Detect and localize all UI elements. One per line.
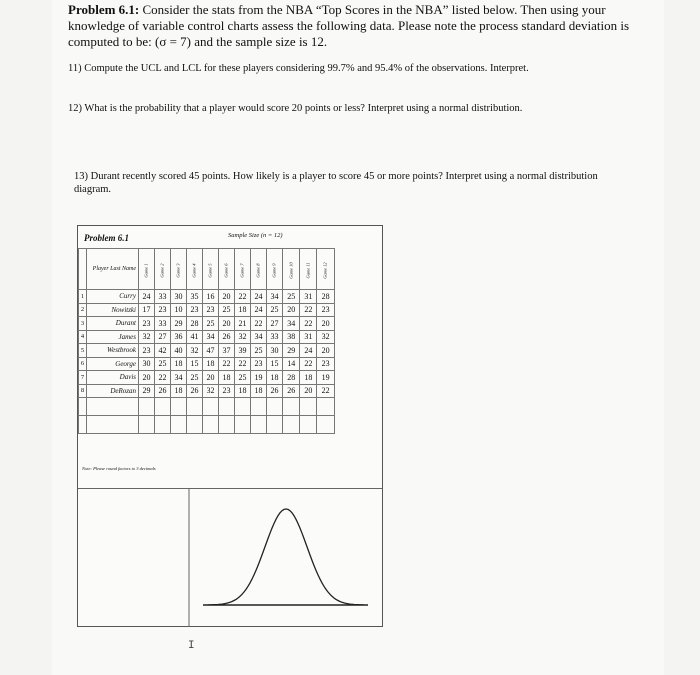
score-cell: 22 xyxy=(300,303,317,317)
score-cell: 22 xyxy=(317,384,334,398)
score-cell: 23 xyxy=(139,344,155,358)
score-cell: 33 xyxy=(267,330,283,344)
score-cell: 20 xyxy=(139,371,155,385)
score-cell: 32 xyxy=(203,384,219,398)
score-cell: 23 xyxy=(203,303,219,317)
score-cell: 42 xyxy=(155,344,171,358)
player-name-header: Player Last Name xyxy=(87,249,139,290)
score-cell: 28 xyxy=(283,371,300,385)
problem-intro xyxy=(68,2,650,50)
game-header: Game 10 xyxy=(283,249,300,290)
score-cell: 25 xyxy=(251,344,267,358)
row-index: 6 xyxy=(79,357,87,371)
bell-curve xyxy=(208,509,364,605)
score-cell: 10 xyxy=(171,303,187,317)
blank-cell xyxy=(251,398,267,416)
normal-distribution-diagram xyxy=(78,488,382,627)
score-cell: 25 xyxy=(203,317,219,331)
blank-cell xyxy=(219,398,235,416)
score-cell: 30 xyxy=(267,344,283,358)
score-cell: 22 xyxy=(300,357,317,371)
score-cell: 41 xyxy=(187,330,203,344)
table-row xyxy=(79,330,335,344)
score-cell: 18 xyxy=(267,371,283,385)
question-12: 12) What is the probability that a player would score 20 points or less? Interpret using a normal distribution. xyxy=(68,103,523,114)
blank-cell xyxy=(87,398,139,416)
score-cell: 20 xyxy=(317,317,334,331)
blank-cell xyxy=(300,398,317,416)
worksheet-page xyxy=(52,0,664,675)
blank-cell xyxy=(267,416,283,434)
score-cell: 34 xyxy=(267,290,283,304)
normal-curve-svg xyxy=(78,489,382,627)
score-cell: 15 xyxy=(187,357,203,371)
question-13: 13) Durant recently scored 45 points. How likely is a player to score 45 or more points? Interpret using a normal distribution diagram. xyxy=(74,171,598,195)
game-header: Game 7 xyxy=(235,249,251,290)
scores-table xyxy=(78,248,335,434)
player-name: James xyxy=(87,330,139,344)
blank-cell xyxy=(171,398,187,416)
score-cell: 33 xyxy=(155,317,171,331)
problem-label: Problem 6.1: xyxy=(68,2,140,17)
game-header: Game 11 xyxy=(300,249,317,290)
score-cell: 20 xyxy=(300,384,317,398)
player-name: Davis xyxy=(87,371,139,385)
score-cell: 25 xyxy=(187,371,203,385)
game-header: Game 6 xyxy=(219,249,235,290)
score-cell: 17 xyxy=(139,303,155,317)
blank-row xyxy=(79,416,335,434)
score-cell: 23 xyxy=(317,303,334,317)
score-cell: 40 xyxy=(171,344,187,358)
blank-cell xyxy=(171,416,187,434)
player-name: George xyxy=(87,357,139,371)
score-cell: 34 xyxy=(283,317,300,331)
score-cell: 27 xyxy=(155,330,171,344)
blank-cell xyxy=(283,416,300,434)
score-cell: 37 xyxy=(219,344,235,358)
score-cell: 27 xyxy=(267,317,283,331)
blank-cell xyxy=(155,398,171,416)
blank-cell xyxy=(203,398,219,416)
score-cell: 23 xyxy=(155,303,171,317)
score-cell: 26 xyxy=(283,384,300,398)
table-row xyxy=(79,371,335,385)
score-cell: 23 xyxy=(139,317,155,331)
score-cell: 39 xyxy=(235,344,251,358)
row-index: 5 xyxy=(79,344,87,358)
sheet-title: Problem 6.1 xyxy=(84,233,129,243)
score-cell: 22 xyxy=(235,357,251,371)
score-cell: 15 xyxy=(267,357,283,371)
score-cell: 20 xyxy=(203,371,219,385)
score-cell: 25 xyxy=(267,303,283,317)
game-header: Game 9 xyxy=(267,249,283,290)
blank-cell xyxy=(219,416,235,434)
score-cell: 24 xyxy=(139,290,155,304)
score-cell: 23 xyxy=(219,384,235,398)
score-cell: 18 xyxy=(171,384,187,398)
game-header: Game 5 xyxy=(203,249,219,290)
score-cell: 32 xyxy=(235,330,251,344)
score-cell: 22 xyxy=(251,317,267,331)
score-cell: 32 xyxy=(317,330,334,344)
row-index: 2 xyxy=(79,303,87,317)
blank-cell xyxy=(187,416,203,434)
score-cell: 18 xyxy=(251,384,267,398)
score-cell: 33 xyxy=(155,290,171,304)
question-11: 11) Compute the UCL and LCL for these players considering 99.7% and 95.4% of the observations. Interpret. xyxy=(68,63,529,74)
blank-cell xyxy=(203,416,219,434)
score-cell: 25 xyxy=(283,290,300,304)
blank-cell xyxy=(251,416,267,434)
score-cell: 30 xyxy=(139,357,155,371)
player-name: Westbrook xyxy=(87,344,139,358)
blank-cell xyxy=(283,398,300,416)
blank-cell xyxy=(87,416,139,434)
row-index: 1 xyxy=(79,290,87,304)
score-cell: 29 xyxy=(171,317,187,331)
row-index: 7 xyxy=(79,371,87,385)
score-cell: 23 xyxy=(317,357,334,371)
rounding-note: Note: Please round factors to 3 decimals xyxy=(82,466,156,471)
score-cell: 24 xyxy=(251,290,267,304)
blank-cell xyxy=(79,398,87,416)
blank-cell xyxy=(317,416,334,434)
score-cell: 18 xyxy=(203,357,219,371)
blank-cell xyxy=(235,398,251,416)
table-row xyxy=(79,317,335,331)
game-header: Game 8 xyxy=(251,249,267,290)
score-cell: 14 xyxy=(283,357,300,371)
score-cell: 20 xyxy=(219,317,235,331)
text-cursor-icon: I xyxy=(188,640,195,652)
score-cell: 21 xyxy=(235,317,251,331)
score-cell: 32 xyxy=(187,344,203,358)
score-cell: 47 xyxy=(203,344,219,358)
score-cell: 19 xyxy=(317,371,334,385)
problem-text: Consider the stats from the NBA “Top Scores in the NBA” listed below. Then using your knowledge of variable control charts assess the following data. Please note the process standard deviation is computed to be: (σ = 7) and the sample size is 12. xyxy=(68,2,630,49)
blank-cell xyxy=(155,416,171,434)
blank-cell xyxy=(267,398,283,416)
blank-cell xyxy=(187,398,203,416)
score-cell: 26 xyxy=(155,384,171,398)
row-index: 8 xyxy=(79,384,87,398)
data-sheet xyxy=(77,225,383,627)
table-row xyxy=(79,290,335,304)
score-cell: 34 xyxy=(203,330,219,344)
game-header: Game 2 xyxy=(155,249,171,290)
row-index: 3 xyxy=(79,317,87,331)
score-cell: 30 xyxy=(171,290,187,304)
score-cell: 18 xyxy=(235,303,251,317)
game-header: Game 3 xyxy=(171,249,187,290)
score-cell: 20 xyxy=(317,344,334,358)
score-cell: 26 xyxy=(187,384,203,398)
score-cell: 31 xyxy=(300,330,317,344)
game-header: Game 1 xyxy=(139,249,155,290)
game-header: Game 12 xyxy=(317,249,334,290)
score-cell: 26 xyxy=(219,330,235,344)
score-cell: 28 xyxy=(187,317,203,331)
blank-cell xyxy=(300,416,317,434)
table-row xyxy=(79,357,335,371)
player-name: Durant xyxy=(87,317,139,331)
score-cell: 34 xyxy=(171,371,187,385)
score-cell: 18 xyxy=(219,371,235,385)
score-cell: 24 xyxy=(300,344,317,358)
score-cell: 18 xyxy=(171,357,187,371)
score-cell: 25 xyxy=(235,371,251,385)
score-cell: 38 xyxy=(283,330,300,344)
score-cell: 29 xyxy=(283,344,300,358)
score-cell: 35 xyxy=(187,290,203,304)
score-cell: 34 xyxy=(251,330,267,344)
score-cell: 22 xyxy=(300,317,317,331)
score-cell: 20 xyxy=(219,290,235,304)
blank-cell xyxy=(317,398,334,416)
score-cell: 22 xyxy=(219,357,235,371)
score-cell: 23 xyxy=(187,303,203,317)
blank-cell xyxy=(235,416,251,434)
sample-size-label: Sample Size (n = 12) xyxy=(228,232,283,239)
score-cell: 25 xyxy=(155,357,171,371)
score-cell: 25 xyxy=(219,303,235,317)
player-name: DeRozan xyxy=(87,384,139,398)
score-cell: 20 xyxy=(283,303,300,317)
score-cell: 29 xyxy=(139,384,155,398)
score-cell: 28 xyxy=(317,290,334,304)
score-cell: 18 xyxy=(235,384,251,398)
table-row xyxy=(79,384,335,398)
player-name: Nowitzki xyxy=(87,303,139,317)
score-cell: 36 xyxy=(171,330,187,344)
game-header: Game 4 xyxy=(187,249,203,290)
score-cell: 22 xyxy=(235,290,251,304)
score-cell: 24 xyxy=(251,303,267,317)
score-cell: 22 xyxy=(155,371,171,385)
score-cell: 26 xyxy=(267,384,283,398)
table-row xyxy=(79,303,335,317)
blank-cell xyxy=(139,398,155,416)
score-cell: 18 xyxy=(300,371,317,385)
score-cell: 32 xyxy=(139,330,155,344)
row-index: 4 xyxy=(79,330,87,344)
blank-cell xyxy=(139,416,155,434)
player-name: Curry xyxy=(87,290,139,304)
blank-row xyxy=(79,398,335,416)
score-cell: 23 xyxy=(251,357,267,371)
blank-cell xyxy=(79,416,87,434)
score-cell: 31 xyxy=(300,290,317,304)
table-row xyxy=(79,344,335,358)
table-header-row xyxy=(79,249,335,290)
score-cell: 19 xyxy=(251,371,267,385)
score-cell: 16 xyxy=(203,290,219,304)
